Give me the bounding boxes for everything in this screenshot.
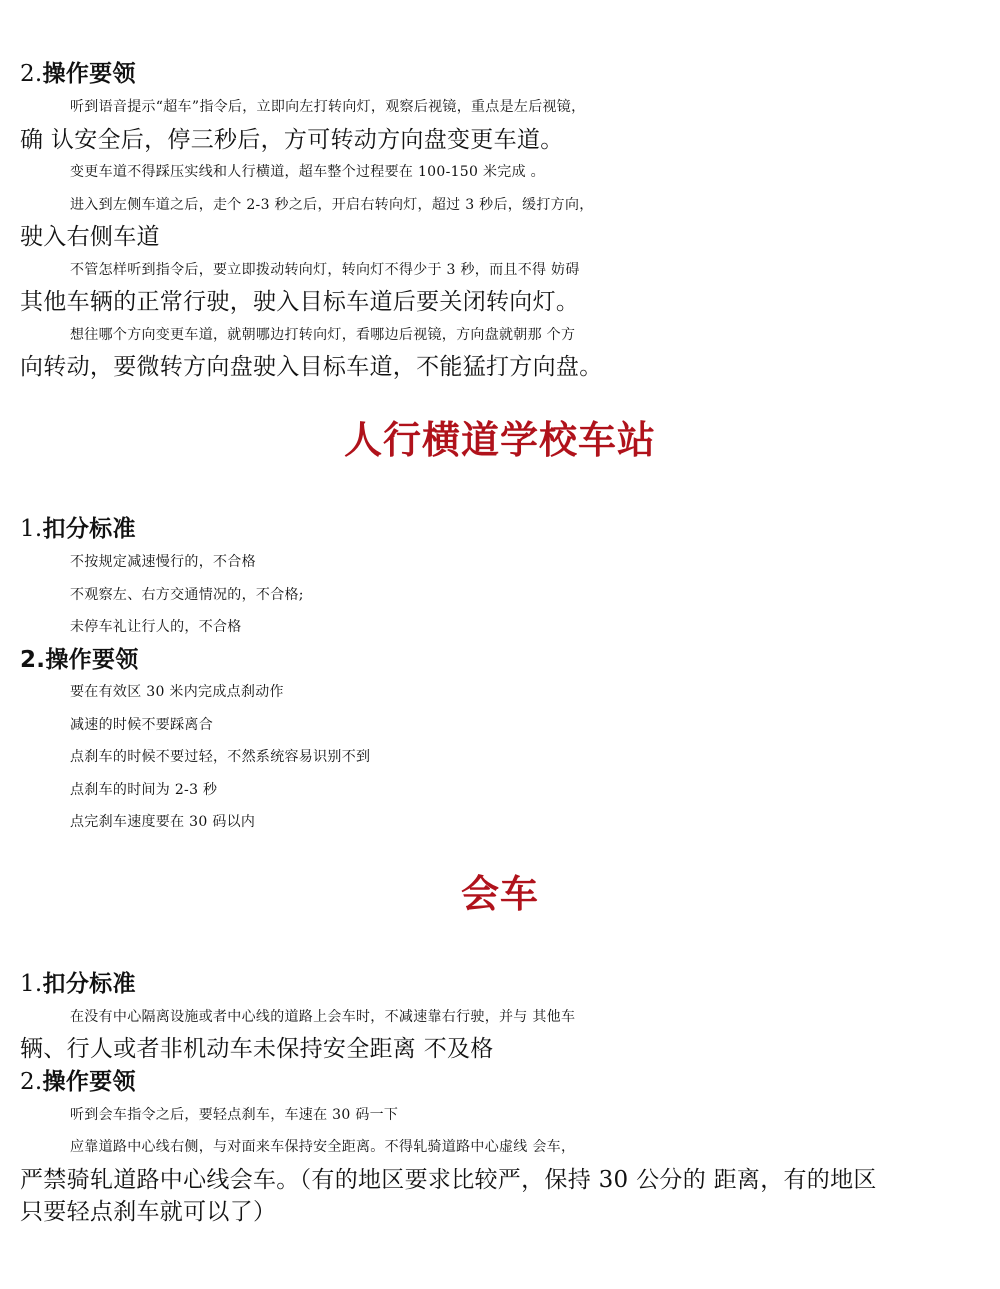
section-heading-deduction [20, 513, 970, 545]
heading-text: 扣分标准 [42, 516, 136, 542]
heading-text: 操作要领 [42, 61, 136, 87]
heading-text: 操作要领 [42, 1069, 136, 1095]
heading-text: 操作要领 [45, 647, 139, 673]
list-item: 未停车礼让行人的，不合格 [70, 619, 242, 635]
paragraph-line: 只要轻点刹车就可以了） [20, 1199, 277, 1225]
heading-text: 扣分标准 [42, 971, 136, 997]
paragraph-line: 听到语音提示“超车”指令后，立即向左打转向灯，观察后视镜，重点是左后视镜， [70, 99, 586, 115]
paragraph-line: 想往哪个方向变更车道，就朝哪边打转向灯，看哪边后视镜，方向盘就朝那 个方 [70, 327, 576, 343]
paragraph-line: 变更车道不得踩压实线和人行横道，超车整个过程要在 100-150 米完成 。 [70, 164, 545, 180]
section-heading-operation [20, 58, 970, 90]
heading-number: 2. [20, 647, 46, 673]
list-item: 点完刹车速度要在 30 码以内 [70, 814, 256, 830]
paragraph-line: 辆、行人或者非机动车未保持安全距离 不及格 [20, 1036, 494, 1062]
heading-number: 1. [20, 516, 43, 542]
heading-number: 2. [20, 1069, 43, 1095]
list-item: 不观察左、右方交通情况的，不合格; [70, 587, 304, 603]
paragraph-line: 驶入右侧车道 [20, 224, 160, 250]
list-item: 点刹车的时间为 2-3 秒 [70, 782, 218, 798]
paragraph-line: 应靠道路中心线右侧，与对面来车保持安全距离。不得轧骑道路中心虚线 会车， [70, 1139, 576, 1155]
paragraph-line: 确 认安全后，停三秒后，方可转动方向盘变更车道。 [20, 127, 564, 153]
list-item: 不按规定减速慢行的，不合格 [70, 554, 256, 570]
paragraph-line: 在没有中心隔离设施或者中心线的道路上会车时，不减速靠右行驶，并与 其他车 [70, 1009, 576, 1025]
section-heading-operation [20, 644, 970, 676]
list-item: 减速的时候不要踩离合 [70, 717, 213, 733]
section-heading-deduction [20, 968, 970, 1000]
heading-number: 1. [20, 971, 43, 997]
paragraph-line: 听到会车指令之后，要轻点刹车，车速在 30 码一下 [70, 1107, 399, 1123]
section-title-crosswalk: 人行横道学校车站 [343, 418, 656, 462]
paragraph-line: 其他车辆的正常行驶，驶入目标车道后要关闭转向灯。 [20, 289, 580, 315]
section-heading-operation [20, 1066, 970, 1098]
heading-number: 2. [20, 61, 43, 87]
paragraph-line: 向转动，要微转方向盘驶入目标车道，不能猛打方向盘。 [20, 354, 603, 380]
list-item: 要在有效区 30 米内完成点刹动作 [70, 684, 284, 700]
paragraph-line: 严禁骑轧道路中心线会车。（有的地区要求比较严，保持 30 公分的 距离，有的地区 [20, 1167, 877, 1193]
paragraph-line: 进入到左侧车道之后，走个 2-3 秒之后，开启右转向灯，超过 3 秒后，缓打方向， [70, 197, 594, 213]
list-item: 点刹车的时候不要过轻，不然系统容易识别不到 [70, 749, 371, 765]
section-title-meeting: 会车 [460, 872, 539, 916]
paragraph-line: 不管怎样听到指令后，要立即拨动转向灯，转向灯不得少于 3 秒，而且不得 妨碍 [70, 262, 580, 278]
